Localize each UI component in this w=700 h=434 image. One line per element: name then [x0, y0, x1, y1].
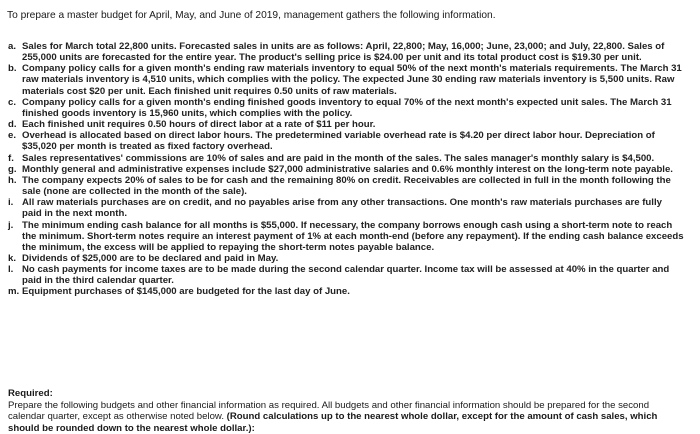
information-list: [8, 41, 684, 298]
list-item: [8, 119, 684, 130]
item-label: e.: [8, 130, 17, 142]
item-label: j.: [8, 219, 14, 231]
item-text: Sales for March total 22,800 units. Forecasted sales in units are as follows: April, 22,800; May, 16,000; June, 23,000; and July, 22,800. Sales of 255,000 units are forecasted for the entire year. The product's selling price is $24.00 per unit and its total product cost is $19.30 per unit.: [22, 41, 665, 64]
item-text: Equipment purchases of $145,000 are budgeted for the last day of June.: [22, 286, 350, 298]
item-label: f.: [8, 152, 14, 164]
item-label: k.: [8, 252, 17, 264]
item-label: i.: [8, 197, 14, 209]
list-item: [8, 63, 684, 96]
rounding-note: (Round calculations up to the nearest whole dollar, except for the amount of cash sales, which should be rounded down to the nearest whole dollar.):: [8, 411, 658, 434]
item-text: Each finished unit requires 0.50 hours of direct labor at a rate of $11 per hour.: [22, 119, 376, 131]
item-text: The company expects 20% of sales to be for cash and the remaining 80% on credit. Receivables are collected in full in the month following the sale (none are collected in the month of the sale).: [22, 174, 671, 198]
item-text: Monthly general and administrative expenses include $27,000 administrative salaries and 0.6% monthly interest on the long-term note payable.: [22, 163, 673, 175]
list-item: [8, 197, 684, 219]
item-text: The minimum ending cash balance for all months is $55,000. If necessary, the company borrows enough cash using a short-term note to reach the minimum. Short-term notes require an interest payment of 1% at each month-end (before any repayment). If the ending cash balance exceeds the minimum, the excess will be applied to repaying the short-term notes payable balance.: [22, 219, 684, 253]
item-label: h.: [8, 174, 17, 186]
item-label: m.: [8, 286, 20, 298]
item-label: b.: [8, 63, 17, 75]
list-item: [8, 164, 684, 175]
item-text: Overhead is allocated based on direct labor hours. The predetermined variable overhead rate is $4.20 per direct labor hour. Depreciation of $35,020 per month is treated as fixed factory overhead.: [22, 130, 655, 153]
item-text: Company policy calls for a given month's ending raw materials inventory to equal 50% of the next month's materials requirements. The March 31 raw materials inventory is 4,510 units, which complies with the policy. The expected June 30 ending raw materials inventory is 5,500 units. Raw materials cost $20 per unit. Each finished unit requires 0.50 units of raw materials.: [22, 63, 682, 97]
intro-text: To prepare a master budget for April, May, and June of 2019, management gathers the following information.: [7, 10, 496, 21]
list-item: [8, 253, 684, 264]
item-text: Dividends of $25,000 are to be declared and paid in May.: [22, 252, 279, 264]
required-section: [8, 388, 668, 434]
required-heading: Required:: [8, 388, 53, 399]
item-text: All raw materials purchases are on credit, and no payables arise from any other transactions. One month's raw materials purchases are fully paid in the next month.: [22, 197, 662, 220]
list-item: [8, 220, 684, 253]
item-label: a.: [8, 41, 17, 52]
list-item: [8, 97, 684, 119]
item-label: l.: [8, 264, 14, 276]
list-item: [8, 153, 684, 164]
list-item: [8, 264, 684, 286]
item-label: g.: [8, 163, 17, 175]
required-text: Prepare the following budgets and other financial information as required. All budgets and other financial information should be prepared for the second calendar quarter, except as otherwise noted below.: [8, 399, 650, 422]
list-item: [8, 130, 684, 152]
list-item: [8, 41, 684, 63]
list-item: [8, 286, 684, 297]
item-text: Sales representatives' commissions are 10% of sales and are paid in the month of the sales. The sales manager's monthly salary is $4,500.: [22, 152, 655, 164]
item-label: d.: [8, 119, 17, 131]
item-text: Company policy calls for a given month's ending finished goods inventory to equal 70% of the next month's expected unit sales. The March 31 finished goods inventory is 15,960 units, which complies with the policy.: [22, 96, 672, 119]
item-text: No cash payments for income taxes are to be made during the second calendar quarter. Income tax will be assessed at 40% in the quarter and paid in the third calendar quarter.: [22, 264, 670, 287]
item-label: c.: [8, 96, 17, 108]
list-item: [8, 175, 684, 197]
